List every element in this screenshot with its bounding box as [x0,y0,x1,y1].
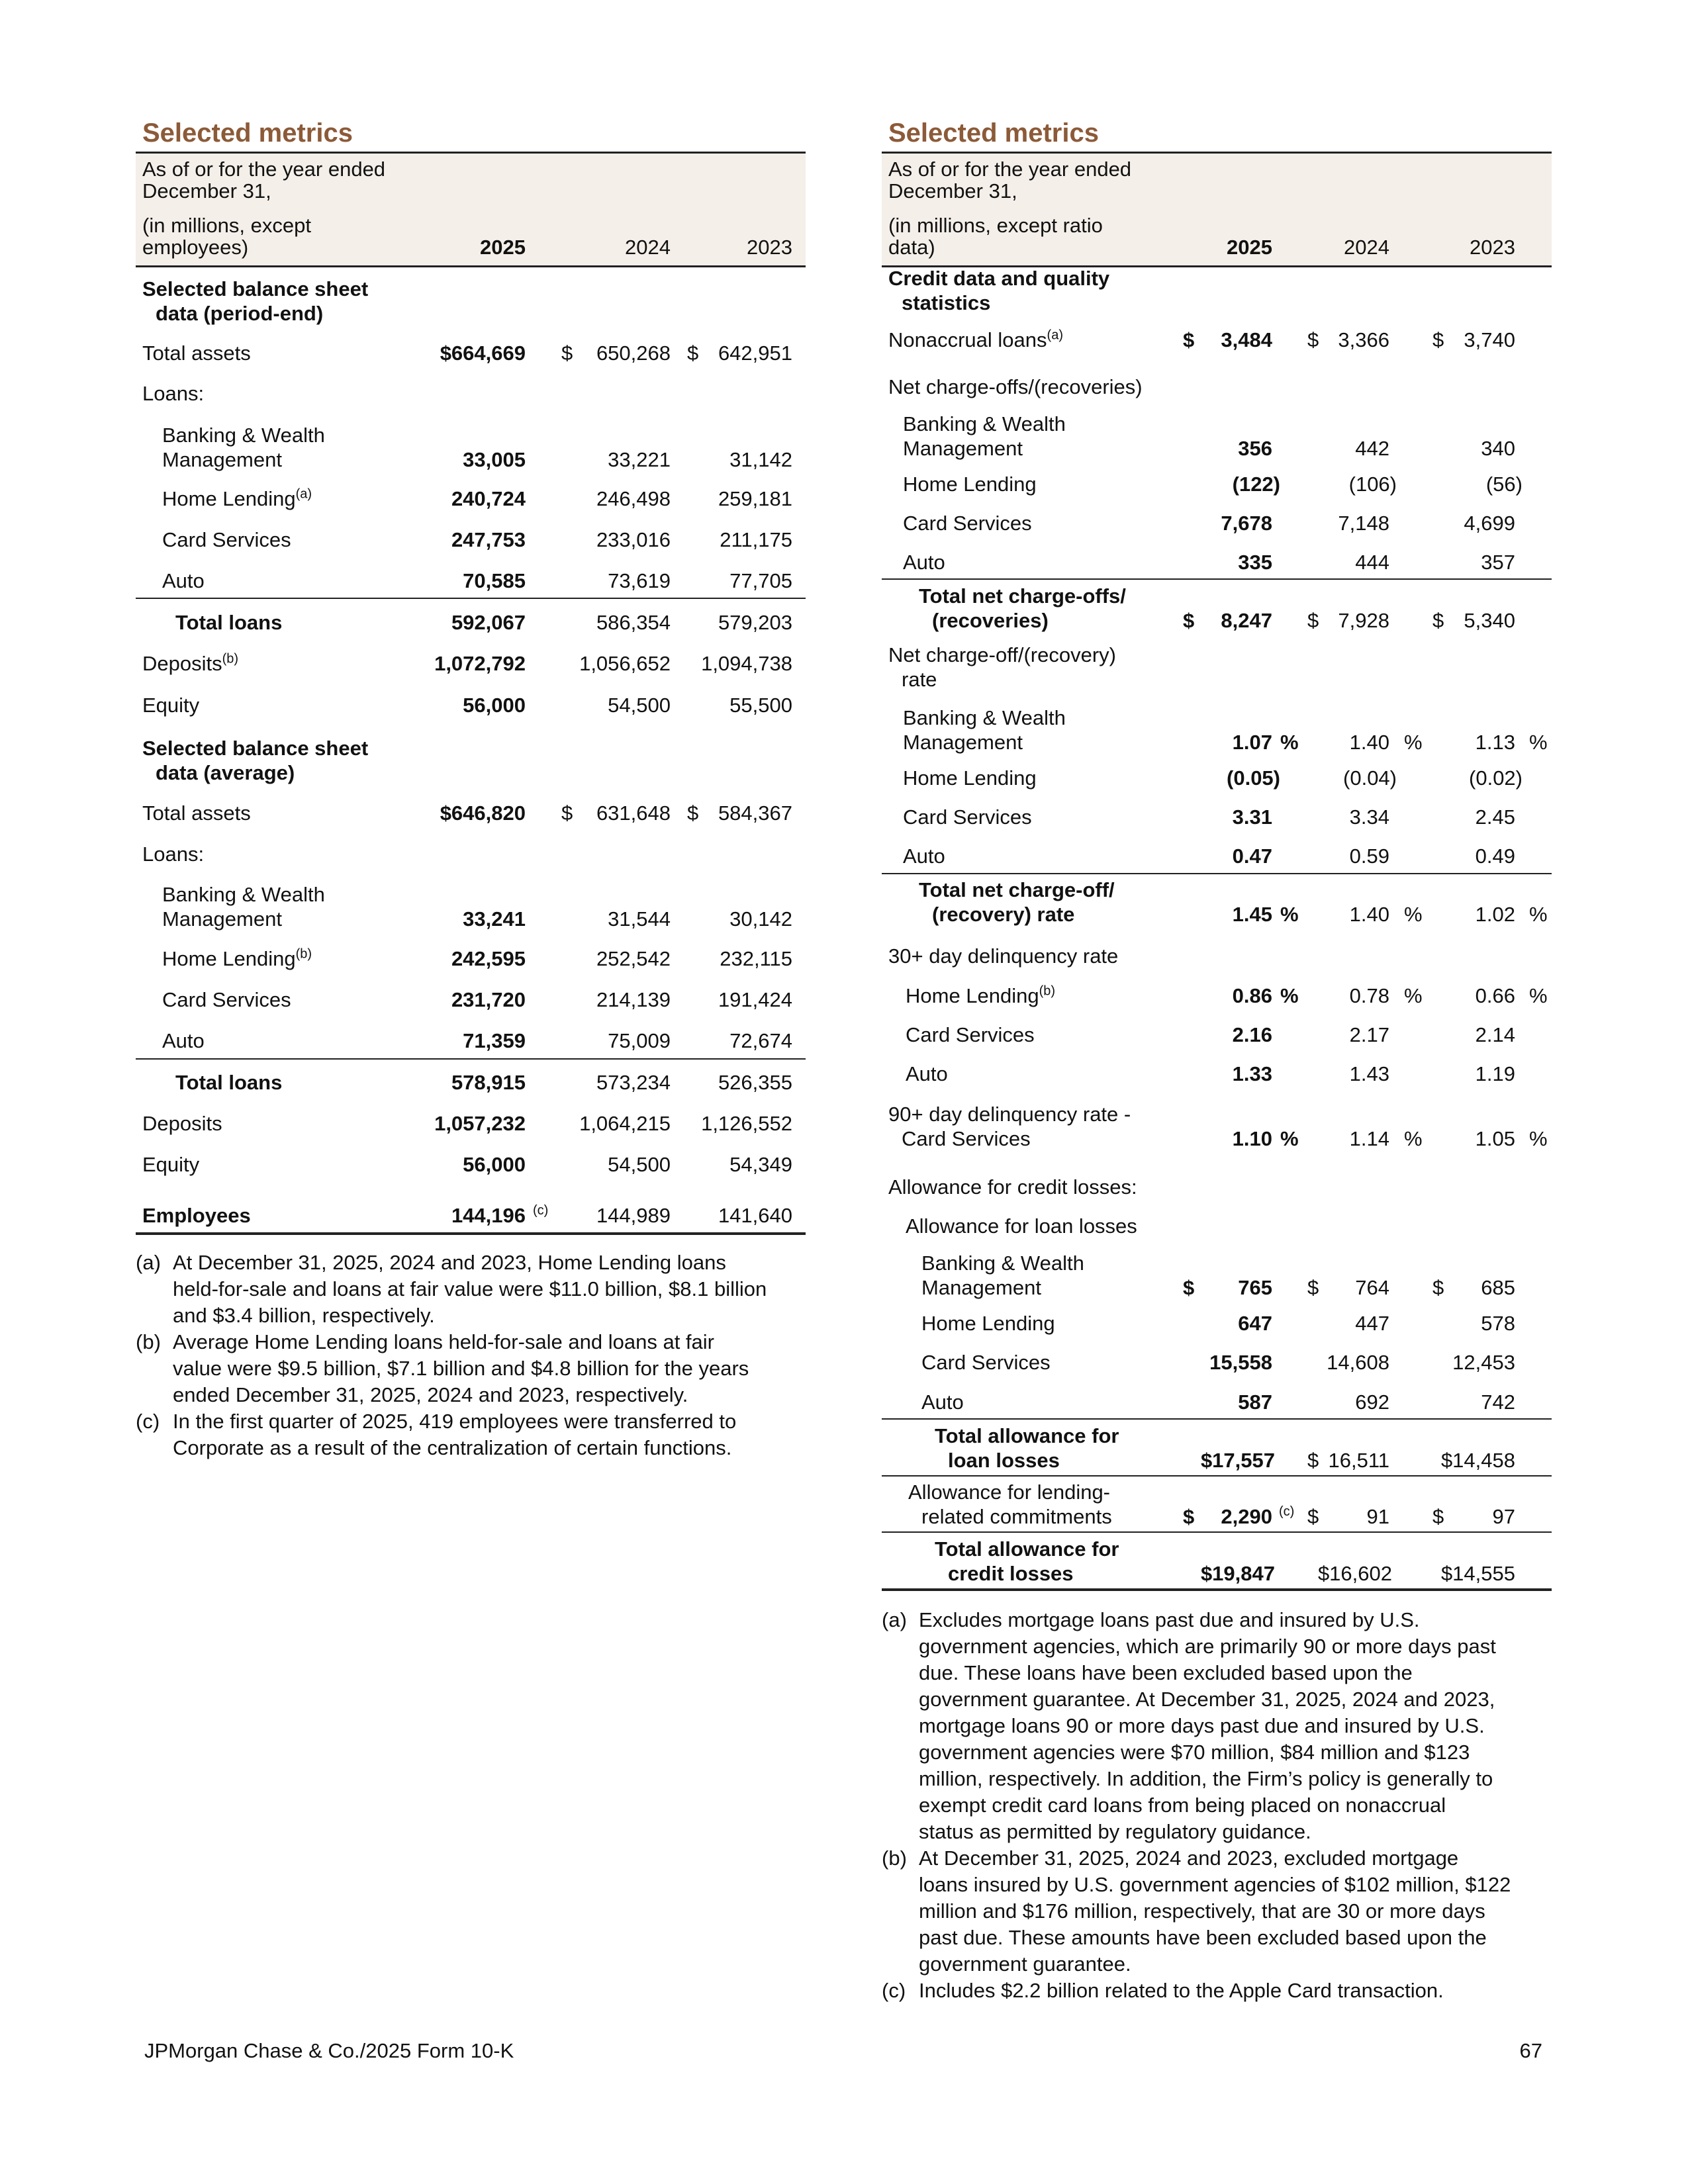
value-2024: 1,056,652 [579,652,671,675]
value-2023: 97 [1492,1505,1515,1528]
value-2023: 1.05 [1475,1127,1515,1150]
value-2023: 30,142 [729,907,792,931]
percent-sign: % [1404,731,1423,754]
value-2024: (0.04) [1343,766,1397,790]
value-2025: 70,585 [463,569,526,592]
footnote: (b) Average Home Lending loans held-for-sale and loans at fair value were $9.5 billion, $7.1 billion and $4.8 billion for the years ended December 31, 2025, 2024 and 2023, respectively. [136,1330,749,1406]
value-2025: (0.05) [1227,766,1280,790]
value-2023: 1.13 [1475,731,1515,754]
value-2023: 12,453 [1452,1351,1515,1374]
value-2023: 0.49 [1475,844,1515,868]
table-row [136,884,806,930]
table-row [136,651,806,675]
table-row [882,1252,1552,1298]
table-row [882,553,1552,573]
value-2024: $16,602 [1317,1562,1392,1585]
table-row [136,842,806,866]
value-2023: 1.02 [1475,903,1515,926]
section-title: Selected metrics [142,118,353,148]
value-2023: 2.14 [1475,1023,1515,1046]
value-2024: 7,928 [1338,609,1389,632]
value-2025: 587 [1238,1390,1272,1414]
row-label: Net charge-off/(recovery) [888,643,1116,666]
value-2023: 642,951 [718,341,792,365]
value-2024: 214,139 [596,988,671,1011]
table-row [136,801,806,825]
value-2024: 586,354 [596,611,671,634]
value-2024: 650,268 [596,341,671,365]
value-2023: 340 [1481,437,1515,460]
value-2023: 584,367 [718,801,792,825]
value-2024: 33,221 [608,448,671,471]
value-2025: 592,067 [451,611,526,634]
row-label: Home Lending [921,1312,1055,1335]
table-row [136,1029,806,1052]
table-row [136,696,806,716]
value-2023: 357 [1481,551,1515,574]
row-label: Total assets [142,341,251,365]
currency-sign: $ [1432,1505,1444,1528]
year-2024: 2024 [625,236,671,259]
header-line: December 31, [888,179,1017,203]
heading-line: Selected balance sheet [142,277,369,300]
table-row [882,375,1552,398]
value-2023: 31,142 [729,448,792,471]
percent-sign: % [1529,984,1548,1007]
value-2025: 8,247 [1221,609,1272,632]
header-line: (in millions, except ratio [888,214,1103,237]
value-2025: 647 [1238,1312,1272,1335]
value-2023: 55,500 [729,694,792,717]
value-2023: $14,555 [1440,1562,1515,1585]
footer-document-title: JPMorgan Chase & Co./2025 Form 10-K [144,2039,514,2062]
percent-sign: % [1404,903,1423,926]
value-2025: 33,005 [463,448,526,471]
row-label: Banking & Wealth [903,706,1066,729]
value-2024: 7,148 [1338,512,1389,535]
table-row [882,844,1552,868]
value-2025: $17,557 [1200,1449,1275,1472]
table-row [882,983,1552,1007]
value-2024: 246,498 [596,487,671,510]
percent-sign: % [1280,731,1299,754]
value-2025: 7,678 [1221,512,1272,535]
divider [136,1058,806,1060]
value-2024: 1.40 [1349,731,1389,754]
heading-line: data (period-end) [156,302,324,325]
year-2023: 2023 [747,236,792,259]
value-2025: 1,057,232 [434,1112,526,1135]
value-2023: 141,640 [718,1204,792,1227]
table-row [136,569,806,592]
value-2024: 73,619 [608,569,671,592]
value-2025: 1.07 [1232,731,1272,754]
value-2024: 442 [1355,437,1389,460]
section-heading [136,737,806,784]
percent-sign: % [1280,984,1299,1007]
value-2023: 0.66 [1475,984,1515,1007]
footnote: (c) In the first quarter of 2025, 419 employees were transferred to Corporate as a result of the centralization of certain functions. [136,1410,737,1459]
row-label: Total net charge-off/ [919,878,1115,901]
currency-sign: $ [1432,609,1444,632]
row-label: Management [903,437,1023,460]
year-2025: 2025 [480,236,526,259]
table-row [882,1353,1552,1373]
row-label: (recoveries) [932,609,1049,632]
row-label: Banking & Wealth [162,424,325,447]
row-label: Card Services [903,805,1032,829]
header-line: December 31, [142,179,271,203]
currency-sign: $ [1307,1449,1319,1472]
value-2023: 685 [1481,1276,1515,1299]
value-2025: 1.33 [1232,1062,1272,1085]
divider [882,873,1552,874]
currency-sign: $ [1183,1505,1195,1528]
footnote-mark: (c) [533,1203,549,1218]
row-label: Loans: [142,382,205,405]
value-2023: 578 [1481,1312,1515,1335]
value-2023: 579,203 [718,611,792,634]
row-label: Auto [903,844,945,868]
table-row [882,805,1552,829]
row-label: 90+ day delinquency rate - [888,1103,1131,1126]
value-2023: 526,355 [718,1071,792,1094]
percent-sign: % [1404,984,1423,1007]
row-label: Equity [142,694,200,717]
table-row [882,1390,1552,1414]
header-line: As of or for the year ended [888,158,1132,181]
footnotes [136,1250,806,1461]
currency-sign: $ [687,801,699,825]
year-2025: 2025 [1227,236,1272,259]
value-2023: 72,674 [729,1029,792,1052]
currency-sign: $ [687,341,699,365]
value-2025: 242,595 [451,947,526,970]
table-header [882,152,1552,267]
section-title: Selected metrics [888,118,1099,148]
value-2025: 2,290 [1221,1505,1272,1528]
value-2023: 742 [1481,1390,1515,1414]
row-label: Total net charge-offs/ [919,584,1126,608]
table-row [882,1023,1552,1046]
row-label: Deposits [142,1112,222,1135]
value-2025: $664,669 [440,341,526,365]
table-row [882,1103,1552,1150]
value-2024: 2.17 [1349,1023,1389,1046]
row-label: (recovery) rate [932,903,1075,926]
row-label: Auto [906,1062,948,1085]
table-row [882,413,1552,459]
table-row [882,1481,1552,1527]
value-2025: 15,558 [1209,1351,1272,1374]
heading-line: Selected balance sheet [142,737,369,760]
currency-sign: $ [1307,1505,1319,1528]
table-row [882,1214,1552,1238]
value-2023: $14,458 [1440,1449,1515,1472]
table-row [136,946,806,970]
table-row [882,475,1552,495]
percent-sign: % [1404,1127,1423,1150]
value-2023: 2.45 [1475,805,1515,829]
value-2025: 356 [1238,437,1272,460]
currency-sign: $ [1307,1276,1319,1299]
table-row [136,424,806,471]
row-label: Card Services [902,1127,1031,1150]
row-label: Employees [142,1204,251,1227]
percent-sign: % [1529,731,1548,754]
heading-line: data (average) [156,761,295,784]
footnote-mark: (c) [1279,1504,1295,1519]
percent-sign: % [1280,1127,1299,1150]
value-2025: 578,915 [451,1071,526,1094]
table-row [136,528,806,551]
value-2025: 2.16 [1232,1023,1272,1046]
row-label: Home Lending$^{(a)}$ [162,486,312,510]
value-2025: 335 [1238,551,1272,574]
row-label: Home Lending [903,766,1037,790]
row-label: related commitments [921,1505,1112,1528]
row-label: Total assets [142,801,251,825]
row-label: Banking & Wealth [921,1251,1084,1275]
row-label: Banking & Wealth [162,883,325,906]
value-2024: 1.40 [1349,903,1389,926]
divider [882,578,1552,580]
value-2025: $646,820 [440,801,526,825]
percent-sign: % [1529,1127,1548,1150]
year-2024: 2024 [1344,236,1389,259]
value-2025: 3.31 [1232,805,1272,829]
row-label: 30+ day delinquency rate [888,944,1119,968]
header-line: employees) [142,236,249,259]
table-row [136,1203,806,1227]
row-label: Card Services [921,1351,1051,1374]
row-label: Auto [162,1029,205,1052]
currency-sign: $ [1183,609,1195,632]
section-heading [136,278,806,324]
value-2023: 191,424 [718,988,792,1011]
footnote: (b) At December 31, 2025, 2024 and 2023, excluded mortgage loans insured by U.S. government agencies of $102 million, $122 million and $176 million, respectively, that are 30 or more days past due. These amounts have been excluded based upon the government guarantee. [882,1846,1511,1976]
row-label: Total loans [175,611,283,634]
value-2025: 240,724 [451,487,526,510]
value-2025: 1,072,792 [434,652,526,675]
row-label: Deposits$^{(b)}$ [142,651,239,675]
footnotes [882,1607,1552,2004]
currency-sign: $ [561,341,573,365]
value-2023: 1.19 [1475,1062,1515,1085]
divider [882,1475,1552,1477]
divider [136,598,806,599]
footnote: (c) Includes $2.2 billion related to the Apple Card transaction. [882,1979,1444,2002]
table-row [882,1062,1552,1085]
value-2023: 3,740 [1464,328,1515,351]
divider [882,1588,1552,1591]
row-label: Home Lending$^{(b)}$ [906,983,1056,1007]
value-2023: 4,699 [1464,512,1515,535]
currency-sign: $ [1307,609,1319,632]
table-row [882,1314,1552,1334]
row-label: Card Services [162,528,291,551]
value-2024: 692 [1355,1390,1389,1414]
value-2024: 3.34 [1349,805,1389,829]
value-2023: 77,705 [729,569,792,592]
divider [882,1531,1552,1533]
value-2023: (0.02) [1469,766,1523,790]
row-label: Total loans [175,1071,283,1094]
row-label: Home Lending$^{(b)}$ [162,946,312,970]
header-line: (in millions, except [142,214,311,237]
value-2023: 54,349 [729,1153,792,1176]
table-row [882,766,1552,790]
footer-page-number: 67 [1519,2039,1542,2062]
header-line: As of or for the year ended [142,158,386,181]
table-row-total [136,1073,806,1093]
value-2024: 1,064,215 [579,1112,671,1135]
row-label: Card Services [903,512,1032,535]
row-label: Allowance for lending- [908,1480,1111,1504]
value-2023: (56) [1485,473,1523,496]
table-row-total [882,879,1552,925]
row-label: Management [921,1276,1041,1299]
value-2025: 247,753 [451,528,526,551]
value-2025: 71,359 [463,1029,526,1052]
value-2024: 1.43 [1349,1062,1389,1085]
table-row [882,328,1552,351]
value-2024: 233,016 [596,528,671,551]
row-label: credit losses [948,1562,1074,1585]
value-2025: 3,484 [1221,328,1272,351]
row-label: Auto [903,551,945,574]
value-2024: 444 [1355,551,1389,574]
heading-line: statistics [902,291,991,314]
value-2024: 144,989 [596,1204,671,1227]
row-label: Management [903,731,1023,754]
currency-sign: $ [1183,328,1195,351]
value-2024: 54,500 [608,1153,671,1176]
value-2024: 3,366 [1338,328,1389,351]
table-row-total [882,585,1552,631]
row-label: Equity [142,1153,200,1176]
row-label: Home Lending [903,473,1037,496]
table-row [882,707,1552,753]
value-2023: 259,181 [718,487,792,510]
value-2024: 573,234 [596,1071,671,1094]
value-2024: 75,009 [608,1029,671,1052]
row-label: Banking & Wealth [903,412,1066,435]
table-row [882,514,1552,534]
row-label: Card Services [906,1023,1035,1046]
table-row-total [136,611,806,634]
value-2025: 765 [1238,1276,1272,1299]
row-label: Allowance for loan losses [906,1214,1137,1238]
divider [136,1232,806,1235]
value-2023: 1,094,738 [701,652,792,675]
value-2025: 231,720 [451,988,526,1011]
value-2025: 1.45 [1232,903,1272,926]
row-label: Card Services [162,988,291,1011]
table-row [136,1153,806,1176]
percent-sign: % [1529,903,1548,926]
value-2023: 1,126,552 [701,1112,792,1135]
table-row [136,1112,806,1135]
footnote: (a) Excludes mortgage loans past due and insured by U.S. government agencies, which are primarily 90 or more days past due. These loans have been excluded based upon the government guarantee. At December 31, 2025, 2024 and 2023, mortgage loans 90 or more days past due and insured by U.S. government agencies were $70 million, $84 million and $123 million, respectively. In addition, the Firm’s policy is generally to exempt credit card loans from being placed on nonaccrual status as permitted by regulatory guidance. [882,1608,1496,1843]
row-label: Total allowance for [935,1424,1119,1447]
table-row [136,486,806,510]
row-label: Auto [162,569,205,592]
row-label: rate [902,668,937,691]
value-2024: 0.59 [1349,844,1389,868]
row-label: Nonaccrual loans$^{(a)}$ [888,328,1063,351]
value-2025: $19,847 [1200,1562,1275,1585]
header-line: data) [888,236,935,259]
row-label: Loans: [142,842,205,866]
percent-sign: % [1280,903,1299,926]
value-2023: 5,340 [1464,609,1515,632]
value-2023: 211,175 [720,528,792,551]
value-2025: 144,196 [451,1204,526,1227]
value-2025: (122) [1232,473,1280,496]
table-header [136,152,806,267]
row-label: Total allowance for [935,1537,1119,1561]
value-2024: 54,500 [608,694,671,717]
row-label: Auto [921,1390,964,1414]
row-label: loan losses [948,1449,1060,1472]
table-row-total [882,1538,1552,1584]
value-2024: 764 [1355,1276,1389,1299]
value-2025: 56,000 [463,694,526,717]
divider [882,1418,1552,1420]
value-2024: 91 [1366,1505,1389,1528]
footnote: (a) At December 31, 2025, 2024 and 2023, Home Lending loans held-for-sale and loans at fair value were $11.0 billion, $8.1 billion and $3.4 billion, respectively. [136,1251,767,1327]
value-2024: 14,608 [1327,1351,1389,1374]
value-2025: 0.47 [1232,844,1272,868]
row-label: Net charge-offs/(recoveries) [888,375,1143,398]
table-row [136,988,806,1011]
row-label: Management [162,907,282,931]
value-2025: 56,000 [463,1153,526,1176]
table-row [882,644,1552,690]
row-label: Management [162,448,282,471]
table-row-total [882,1425,1552,1471]
value-2023: 232,115 [720,947,792,970]
table-row [882,944,1552,968]
table-row [882,1175,1552,1199]
currency-sign: $ [1307,328,1319,351]
value-2024: 252,542 [596,947,671,970]
section-heading [882,267,1552,314]
value-2025: 33,241 [463,907,526,931]
row-label: Allowance for credit losses: [888,1175,1137,1199]
value-2024: 16,511 [1328,1449,1389,1472]
table-row [136,341,806,365]
currency-sign: $ [1432,1276,1444,1299]
value-2024: 0.78 [1349,984,1389,1007]
table-row [136,382,806,405]
value-2024: 447 [1355,1312,1389,1335]
currency-sign: $ [1183,1276,1195,1299]
value-2024: 1.14 [1349,1127,1389,1150]
currency-sign: $ [1432,328,1444,351]
currency-sign: $ [561,801,573,825]
value-2024: 31,544 [608,907,671,931]
year-2023: 2023 [1470,236,1515,259]
heading-line: Credit data and quality [888,267,1110,290]
value-2024: (106) [1348,473,1397,496]
value-2025: 1.10 [1232,1127,1272,1150]
value-2025: 0.86 [1232,984,1272,1007]
value-2024: 631,648 [596,801,671,825]
